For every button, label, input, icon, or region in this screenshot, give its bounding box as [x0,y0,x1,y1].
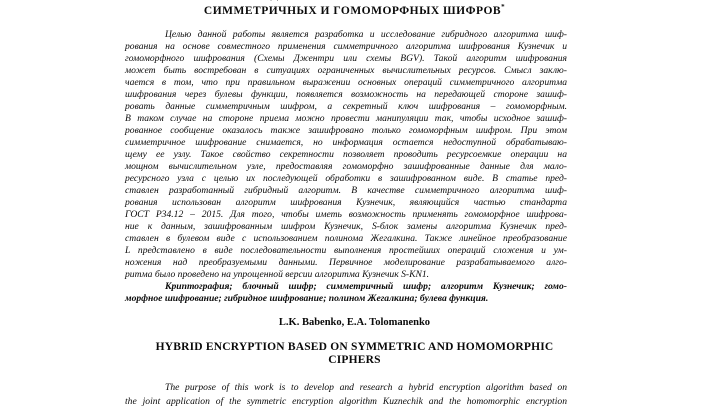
abstract-text-line: рованное сообщение оказалось также зашифровано только гомоморфным шифром. При этом [125,125,567,136]
abstract-text-line: L представлено в виде последовательности выполнения простейших операций сложения и ум- [125,245,567,256]
abstract-text-line: рования на основе совместного применения симметричного алгоритма шифрования Кузнечик и [125,41,567,52]
abstract-text-line: В таком случае на стороне приема можно провести манипуляции так, чтобы исходное зашиф- [125,113,567,124]
abstract-text-line: ставлен разработанный гибридный алгоритм. В качестве симметричного алгоритма шиф- [125,185,567,196]
abstract-text-line: ставлен в булевом виде с использованием полинома Жегалкина. Также линейное преобразование [125,233,567,244]
keywords-text-line: морфное шифрование; гибридное шифрование; полином Жегалкина; булева функция. [125,293,489,304]
abstract-text-line: может быть востребован в ситуациях ограниченных вычислительных ресурсов. Смысл заклю- [125,65,567,76]
abstract-text-line: чается в том, что при правильном выражении основных операций симметричного алгоритма [125,77,567,88]
russian-abstract [125,29,567,281]
abstract-text-line: мощном вычислительном узле, предоставляя гомоморфно зашифрованные данные для мало- [125,161,567,172]
abstract-text-line: ние к данным, зашифрованным шифром Кузнечик, S-блок замены алгоритма Кузнечик пред- [125,221,567,232]
russian-title-text: СИММЕТРИЧНЫХ И ГОМОМОРФНЫХ ШИФРОВ [203,4,502,17]
russian-title [0,1,709,18]
english-abstract-text-line: the joint application of the symmetric encryption algorithm Kuznechik and the homomorphic encryption [125,396,567,407]
abstract-text-line: ровать данные симметричным шифром, а секретный ключ шифрования – гомоморфным. [125,101,567,112]
keywords-text-line: Криптография; блочный шифр; симметричный шифр; алгоритм Кузнечик; гомо- [165,281,567,292]
abstract-text-line: рования использован алгоритм шифрования Кузнечик, являющийся частью стандарта [125,197,567,208]
abstract-text-line: ресурсного узла с целью их последующей обработки в зашифрованном виде. В статье пред- [125,173,567,184]
abstract-text-line: ритма было проведено на упрощенной версии алгоритма Кузнечик S-KN1. [125,269,430,280]
english-title: HYBRID ENCRYPTION BASED ON SYMMETRIC AND HOMOMORPHIC CIPHERS [155,341,554,366]
abstract-text-line: симметричное шифрование снимается, но информация остается недоступной обрабатываю- [125,137,567,148]
footnote-asterisk: * [501,3,506,11]
abstract-text-line: Целью данной работы является разработка и исследование гибридного алгоритма шиф- [165,29,567,40]
english-abstract-text-line: The purpose of this work is to develop and research a hybrid encryption algorithm based on [165,382,567,393]
authors-line: L.K. Babenko, E.A. Tolomanenko [278,317,431,328]
abstract-text-line: щему ее узлу. Такое свойство секретности позволяет проводить ресурсоемкие операции на [125,149,567,160]
abstract-text-line: ножения над преобразуемыми данными. Первичное моделирование разрабатываемого алго- [125,257,567,268]
russian-keywords [125,281,567,305]
abstract-text-line: шифрования через булевы функции, появляется возможность на передающей стороне зашиф- [125,89,567,100]
abstract-text-line: гомоморфного шифрования (Схемы Джентри или схемы BGV). Такой алгоритм шифрования [125,53,567,64]
english-abstract [125,382,567,408]
abstract-text-line: ГОСТ Р34.12 – 2015. Для того, чтобы иметь возможность применять гомоморфное шифрова- [125,209,567,220]
